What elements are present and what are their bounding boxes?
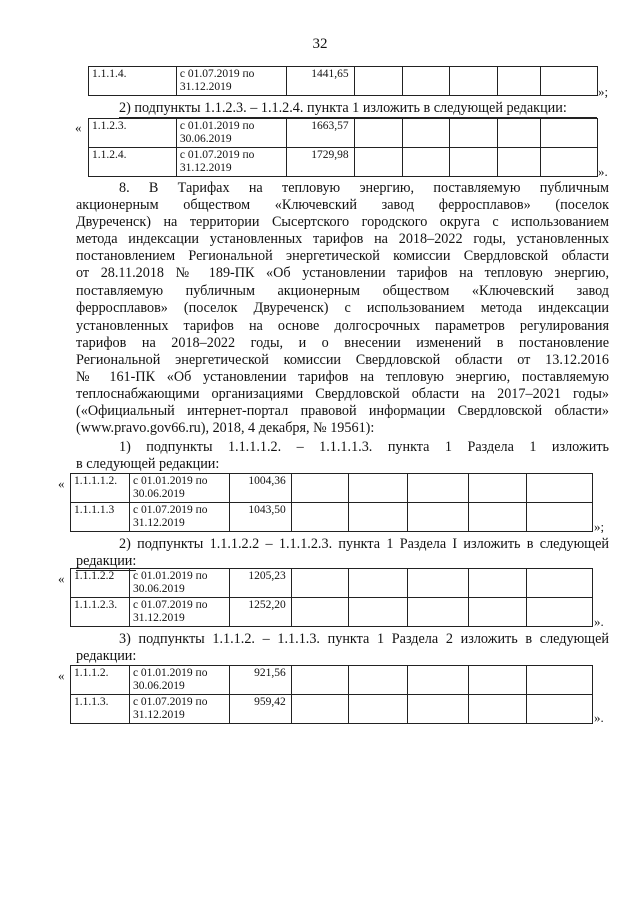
empty-cell — [408, 503, 469, 532]
tariff-table-0 — [88, 66, 598, 96]
row-period: с 01.01.2019 по 30.06.2019 — [129, 666, 229, 695]
row-period: с 01.07.2019 по 31.12.2019 — [129, 503, 229, 532]
table-row — [71, 695, 593, 724]
empty-cell — [527, 569, 593, 598]
row-value: 921,56 — [229, 666, 291, 695]
table-row — [71, 569, 593, 598]
closing-quote: ». — [598, 164, 608, 179]
text-line: теплоснабжающими организациями Свердловской области на 2017–2021 годы» — [76, 386, 609, 402]
empty-cell — [291, 569, 348, 598]
row-code: 1.1.2.4. — [89, 148, 177, 177]
row-period: с 01.07.2019 по 31.12.2019 — [129, 695, 229, 724]
empty-cell — [403, 67, 450, 96]
empty-cell — [527, 666, 593, 695]
row-value: 1004,36 — [229, 474, 291, 503]
table-row — [71, 474, 593, 503]
row-code: 1.1.2.3. — [89, 119, 177, 148]
row-code: 1.1.1.2.3. — [71, 598, 130, 627]
page-number: 32 — [312, 36, 328, 52]
empty-cell — [498, 119, 541, 148]
empty-cell — [408, 598, 469, 627]
text-line: («Официальный интернет-портал правовой информации Свердловской области» — [76, 403, 609, 419]
row-period: с 01.01.2019 по 30.06.2019 — [176, 119, 286, 148]
text-line: ферросплавов» (поселок Двуреченск) с использованием метода индексации — [76, 300, 609, 316]
empty-cell — [408, 569, 469, 598]
row-value: 959,42 — [229, 695, 291, 724]
empty-cell — [469, 666, 527, 695]
empty-cell — [348, 598, 408, 627]
empty-cell — [469, 695, 527, 724]
empty-cell — [354, 67, 403, 96]
empty-cell — [354, 148, 403, 177]
row-code: 1.1.1.3. — [71, 695, 130, 724]
empty-cell — [408, 666, 469, 695]
empty-cell — [469, 503, 527, 532]
empty-cell — [450, 119, 498, 148]
empty-cell — [291, 474, 348, 503]
text-line: постановлением Региональной энергетической комиссии Свердловской области — [76, 248, 609, 264]
closing-quote: »; — [598, 84, 609, 99]
row-value: 1043,50 — [229, 503, 291, 532]
empty-cell — [408, 695, 469, 724]
empty-cell — [450, 148, 498, 177]
text-line: тарифов на 2018–2022 годы, и о внесении изменений в постановление — [76, 335, 609, 351]
text-line: (www.pravo.gov66.ru), 2018, 4 декабря, № 19561): — [76, 420, 375, 436]
empty-cell — [348, 474, 408, 503]
row-period: с 01.01.2019 по 30.06.2019 — [129, 569, 229, 598]
text-line: установленных тарифов на основе долгосрочных параметров регулирования — [76, 318, 609, 334]
closing-quote: ». — [594, 710, 604, 725]
row-value: 1205,23 — [229, 569, 291, 598]
empty-cell — [354, 119, 403, 148]
tariff-table-2 — [70, 473, 593, 532]
empty-cell — [291, 598, 348, 627]
text-line: метода индексации установленных тарифов на 2018–2022 годы, установленных — [76, 231, 609, 247]
subpoint-3-cont: редакции: — [76, 648, 137, 664]
empty-cell — [541, 148, 598, 177]
table-row — [71, 503, 593, 532]
empty-cell — [348, 569, 408, 598]
empty-cell — [408, 474, 469, 503]
text-line: акционерным обществом «Ключевский завод ферросплавов» (поселок — [76, 197, 609, 213]
empty-cell — [469, 474, 527, 503]
text-line: поставляемую публичным акционерным обществом «Ключевский завод — [76, 283, 609, 299]
empty-cell — [403, 148, 450, 177]
row-code: 1.1.1.2.2 — [71, 569, 130, 598]
empty-cell — [527, 695, 593, 724]
subpoint-3: 3) подпункты 1.1.1.2. – 1.1.1.3. пункта 1 Раздела 2 изложить в следующей — [119, 631, 609, 647]
empty-cell — [403, 119, 450, 148]
empty-cell — [348, 666, 408, 695]
subpoint-2: 2) подпункты 1.1.1.2.2 – 1.1.1.2.3. пункта 1 Раздела I изложить в следующей — [119, 536, 609, 552]
text-line: Региональной энергетической комиссии Свердловской области от 13.12.2016 — [76, 352, 609, 368]
table-row — [89, 119, 598, 148]
subpoint-2-cont: редакции: — [76, 553, 137, 569]
opening-quote: « — [58, 668, 65, 683]
opening-quote: « — [58, 571, 65, 586]
empty-cell — [291, 503, 348, 532]
row-code: 1.1.1.2. — [71, 666, 130, 695]
row-value: 1252,20 — [229, 598, 291, 627]
empty-cell — [527, 598, 593, 627]
row-period: с 01.07.2019 по 31.12.2019 — [176, 67, 286, 96]
empty-cell — [348, 695, 408, 724]
text-line: 8. В Тарифах на тепловую энергию, поставляемую публичным — [119, 180, 609, 196]
empty-cell — [498, 67, 541, 96]
opening-quote: « — [58, 476, 65, 491]
subpoint-1: 1) подпункты 1.1.1.1.2. – 1.1.1.1.3. пункта 1 Раздела 1 изложить — [119, 439, 609, 455]
empty-cell — [348, 503, 408, 532]
empty-cell — [541, 119, 598, 148]
row-value: 1441,65 — [286, 67, 354, 96]
subpoint-1-cont: в следующей редакции: — [76, 456, 220, 472]
opening-quote: « — [75, 120, 82, 135]
empty-cell — [541, 67, 598, 96]
table-row — [71, 666, 593, 695]
row-value: 1663,57 — [286, 119, 354, 148]
empty-cell — [469, 569, 527, 598]
row-period: с 01.07.2019 по 31.12.2019 — [176, 148, 286, 177]
paragraph-2: 2) подпункты 1.1.2.3. – 1.1.2.4. пункта 1 изложить в следующей редакции: — [119, 100, 597, 118]
closing-quote: ». — [594, 614, 604, 629]
empty-cell — [291, 666, 348, 695]
empty-cell — [450, 67, 498, 96]
text-line: Двуреченск) на территории Сысертского городского округа с использованием — [76, 214, 609, 230]
table-row — [89, 67, 598, 96]
tariff-table-1 — [88, 118, 598, 177]
empty-cell — [498, 148, 541, 177]
empty-cell — [291, 695, 348, 724]
tariff-table-3 — [70, 568, 593, 627]
text-line: от 28.11.2018 № 189-ПК «Об установлении тарифов на тепловую энергию, — [76, 265, 609, 281]
row-value: 1729,98 — [286, 148, 354, 177]
row-period: с 01.07.2019 по 31.12.2019 — [129, 598, 229, 627]
text-line: № 161-ПК «Об установлении тарифов на тепловую энергию, поставляемую — [76, 369, 609, 385]
table-row — [89, 148, 598, 177]
row-code: 1.1.1.4. — [89, 67, 177, 96]
tariff-table-4 — [70, 665, 593, 724]
table-row — [71, 598, 593, 627]
empty-cell — [527, 503, 593, 532]
empty-cell — [469, 598, 527, 627]
row-code: 1.1.1.1.3 — [71, 503, 130, 532]
row-period: с 01.01.2019 по 30.06.2019 — [129, 474, 229, 503]
empty-cell — [527, 474, 593, 503]
closing-quote: »; — [594, 519, 605, 534]
row-code: 1.1.1.1.2. — [71, 474, 130, 503]
